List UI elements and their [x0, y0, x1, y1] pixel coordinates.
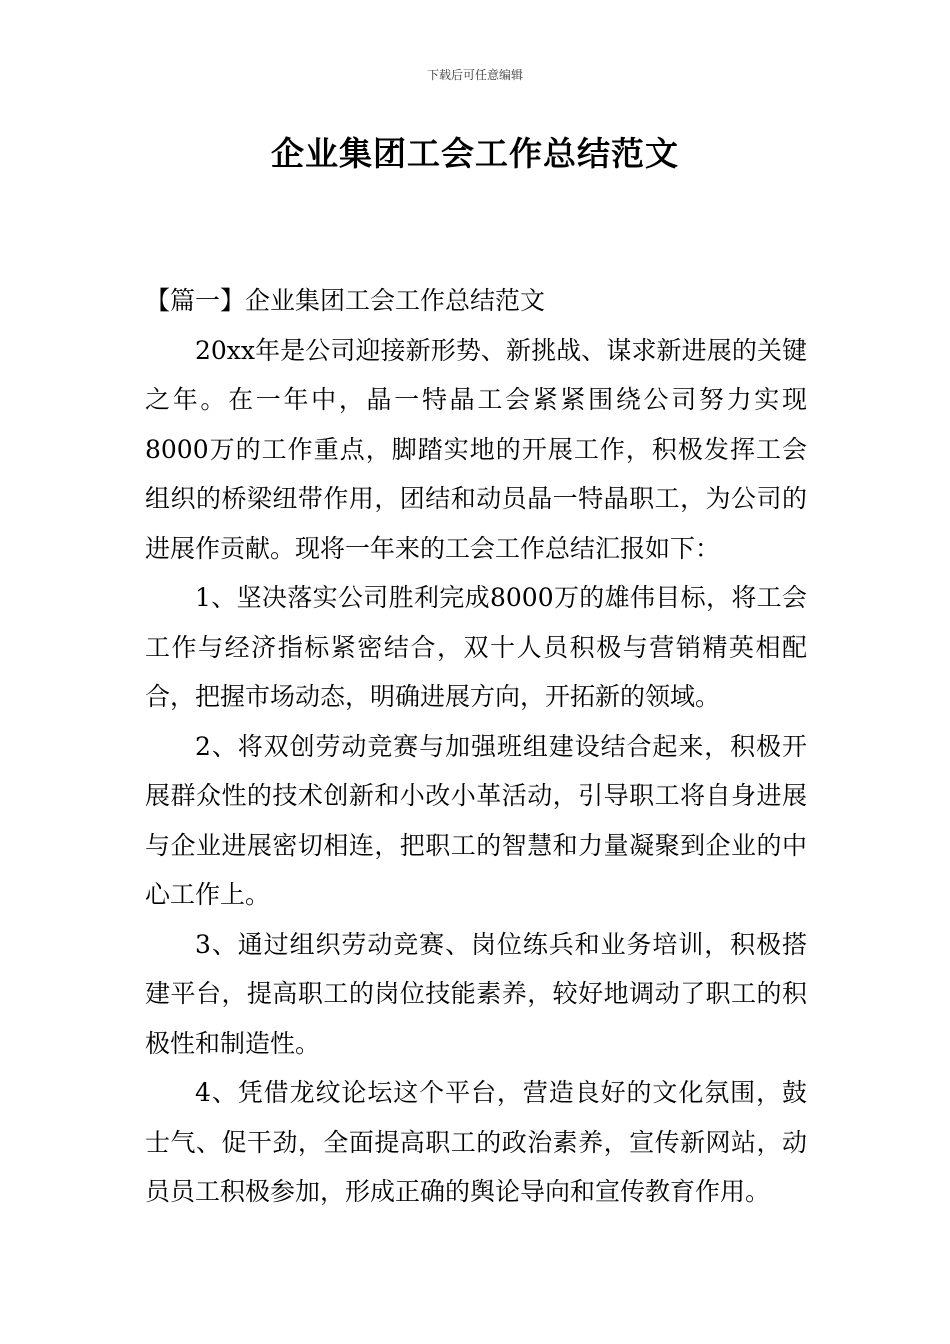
paragraph-item-1: 1、坚决落实公司胜利完成8000万的雄伟目标，将工会工作与经济指标紧密结合，双十人员积极与营销精英相配合，把握市场动态，明确进展方向，开拓新的领域。 [145, 583, 807, 711]
document-title: 企业集团工会工作总结范文 [271, 134, 679, 173]
paragraph-item-3: 3、通过组织劳动竞赛、岗位练兵和业务培训，积极搭建平台，提高职工的岗位技能素养，较好地调动了职工的积极性和制造性。 [145, 929, 807, 1058]
paragraph-item-4: 4、凭借龙纹论坛这个平台，营造良好的文化氛围，鼓士气、促干劲，全面提高职工的政治素养，宣传新网站，动员员工积极参加，形成正确的舆论导向和宣传教育作用。 [145, 1078, 807, 1206]
paragraph-item-2: 2、将双创劳动竞赛与加强班组建设结合起来，积极开展群众性的技术创新和小改小革活动，引导职工将自身进展与企业进展密切相连，把职工的智慧和力量凝聚到企业的中心工作上。 [145, 731, 807, 909]
header-note: 下载后可任意编辑 [426, 68, 523, 82]
document-body [145, 276, 807, 1217]
section-heading: 【篇一】企业集团工会工作总结范文 [145, 286, 546, 315]
paragraph-intro: 20xx年是公司迎接新形势、新挑战、谋求新进展的关键之年。在一年中，晶一特晶工会紧紧围绕公司努力实现8000万的工作重点，脚踏实地的开展工作，积极发挥工会组织的桥梁纽带作用，团结和动员晶一特晶职工，为公司的进展作贡献。现将一年来的工会工作总结汇报如下： [145, 335, 807, 563]
